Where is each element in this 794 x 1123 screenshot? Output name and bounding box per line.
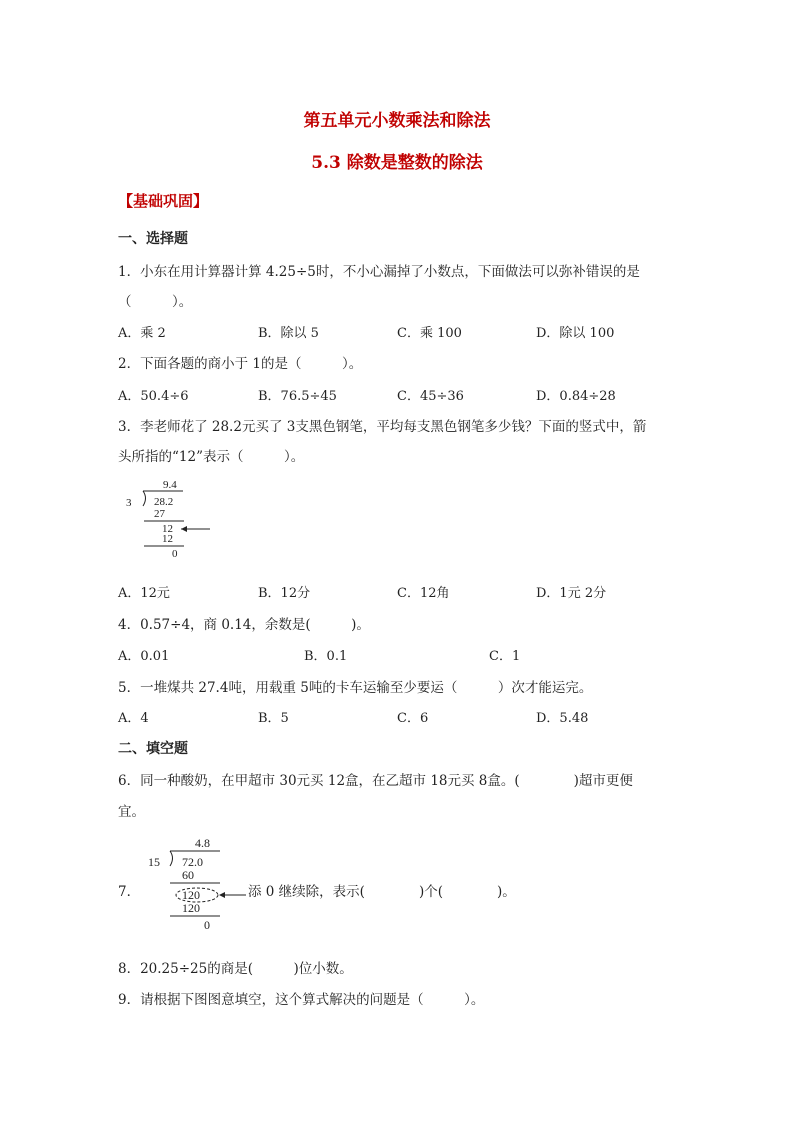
q3-option-a: A．12元 (118, 586, 170, 601)
q3-option-d: D．1元 2分 (536, 586, 607, 601)
q4-text: 4．0.57÷4，商 0.14，余数是( )。 (118, 617, 370, 633)
q7-dividend: 72.0 (182, 855, 203, 869)
q5-option-b: B．5 (258, 711, 289, 726)
q7-quotient: 4.8 (195, 836, 210, 850)
q4-option-a: A．0.01 (118, 649, 170, 664)
q2-option-a: A．50.4÷6 (118, 389, 189, 404)
q3-line2: 头所指的“12”表示（ ）。 (118, 449, 305, 465)
q7-divisor: 15 (148, 855, 160, 869)
q6-line2: 宜。 (118, 804, 145, 820)
q4-option-c: C．1 (489, 649, 521, 664)
q3-dividend: 28.2 (154, 496, 174, 508)
document-title: 第五单元小数乘法和除法 (303, 111, 491, 131)
q7-row1: 60 (182, 868, 194, 882)
q1-line1: 1．小东在用计算器计算 4.25÷5时，不小心漏掉了小数点，下面做法可以弥补错误的是 (118, 264, 640, 280)
q7-text: 添 0 继续除，表示( )个( )。 (248, 884, 516, 900)
q3-option-b: B．12分 (258, 586, 311, 601)
q5-option-d: D．5.48 (536, 711, 589, 726)
lesson-subtitle: 5.3 除数是整数的除法 (311, 153, 483, 173)
q5-option-c: C．6 (397, 711, 429, 726)
q4-option-b: B．0.1 (304, 649, 348, 664)
q5-option-a: A．4 (118, 711, 149, 726)
arrow-left-icon (181, 526, 187, 532)
q2-option-b: B．76.5÷45 (258, 389, 337, 404)
q3-row2: 12 (162, 523, 173, 535)
q7-label: 7． (118, 884, 141, 900)
q2-text: 2．下面各题的商小于 1的是（ ）。 (118, 356, 363, 372)
q5-text: 5．一堆煤共 27.4吨，用载重 5吨的卡车运输至少要运（ ）次才能运完。 (118, 680, 593, 696)
q7-row3: 120 (182, 901, 200, 915)
q3-row3: 12 (162, 533, 173, 545)
q1-option-d: D．除以 100 (536, 326, 615, 341)
q3-quotient: 9.4 (163, 479, 177, 491)
q3-row4: 0 (172, 548, 178, 560)
q6-line1: 6．同一种酸奶，在甲超市 30元买 12盒，在乙超市 18元买 8盒。( )超市更便 (118, 773, 633, 789)
q7-row4: 0 (204, 918, 210, 932)
q9-text: 9．请根据下图图意填空，这个算式解决的问题是（ ）。 (118, 992, 485, 1008)
q7-row2: 120 (182, 888, 200, 902)
q3-option-c: C．12角 (397, 586, 450, 601)
section-tag: 【基础巩固】 (118, 192, 209, 210)
q1-line2: （ ）。 (118, 294, 193, 310)
q3-long-division-figure (118, 476, 228, 562)
q8-text: 8．20.25÷25的商是( )位小数。 (118, 961, 353, 977)
q3-divisor: 3 (126, 497, 132, 509)
q1-option-c: C．乘 100 (397, 326, 462, 341)
part1-heading: 一、选择题 (118, 231, 188, 247)
q1-option-a: A．乘 2 (118, 326, 166, 341)
q2-option-d: D．0.84÷28 (536, 389, 616, 404)
q3-line1: 3．李老师花了 28.2元买了 3支黑色钢笔，平均每支黑色钢笔多少钱？下面的竖式中，箭 (118, 419, 647, 435)
q2-option-c: C．45÷36 (397, 389, 464, 404)
q7-long-division-figure (140, 834, 250, 934)
q1-option-b: B．除以 5 (258, 326, 319, 341)
arrow-left-icon (219, 892, 225, 898)
part2-heading: 二、填空题 (118, 741, 188, 757)
q3-row1: 27 (154, 508, 165, 520)
